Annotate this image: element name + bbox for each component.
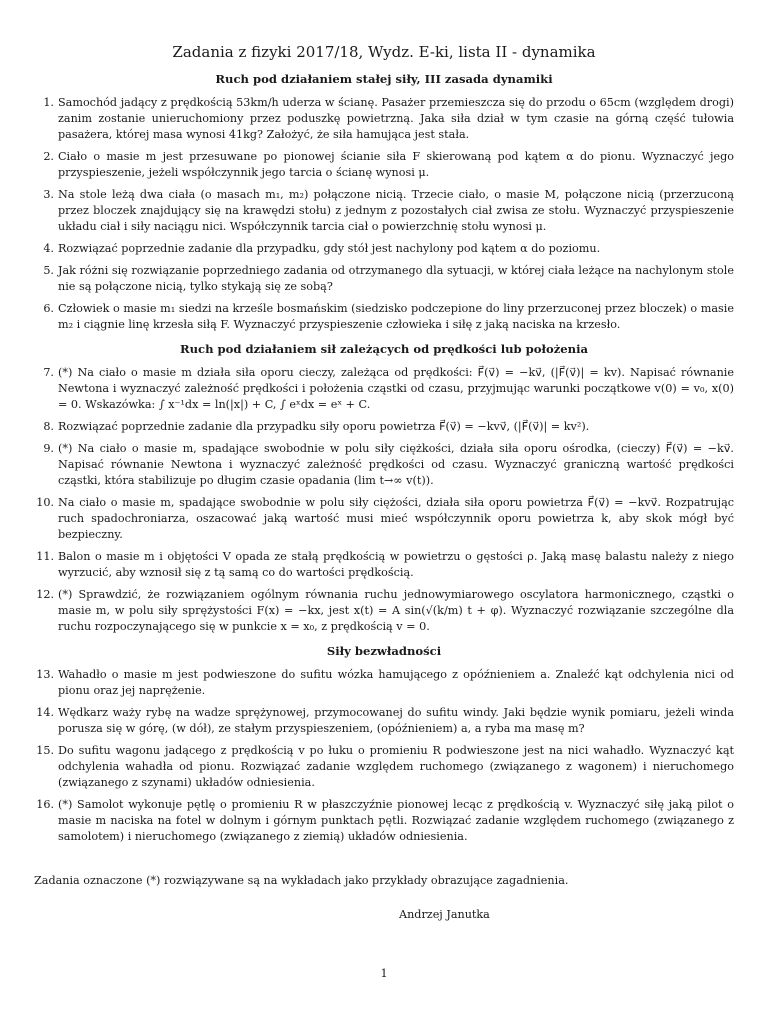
problem-text: (*) Sprawdzić, że rozwiązaniem ogólnym równania ruchu jednowymiarowego oscylatora harmonicznego, cząstki o masie m, w polu siły sprężystości F(x) = −kx, jest x(t) = A sin(√(k/m) t + φ). Wyznaczyć rozwiązanie szczególne dla ruchu rozpoczynającego się w punkcie x = x₀, z prędkością v = 0. bbox=[58, 588, 734, 633]
problem-number: 9. bbox=[43, 442, 54, 455]
problem-list bbox=[34, 667, 734, 845]
problem-item bbox=[34, 263, 734, 295]
problem-item bbox=[34, 495, 734, 543]
problem-item bbox=[34, 797, 734, 845]
problem-item bbox=[34, 187, 734, 235]
problem-text: (*) Samolot wykonuje pętlę o promieniu R w płaszczyźnie pionowej lecąc z prędkością v. Wyznaczyć siłę jaką pilot o masie m naciska na fotel w dolnym i górnym punktach pętli. Rozwiązać zadanie względem ruchomego (związanego z samolotem) i nieruchomego (związanego z ziemią) układów odniesienia. bbox=[58, 798, 734, 843]
problem-item bbox=[34, 667, 734, 699]
problem-text: Rozwiązać poprzednie zadanie dla przypadku siły oporu powietrza F⃗(v⃗) = −kvv⃗, (|F⃗(v⃗)| = kv²). bbox=[58, 420, 590, 433]
problem-list bbox=[34, 365, 734, 635]
problem-item bbox=[34, 441, 734, 489]
problem-text: Człowiek o masie m₁ siedzi na krześle bosmańskim (siedzisko podczepione do liny przerzuconej przez bloczek) o masie m₂ i ciągnie linę krzesła siłą F. Wyznaczyć przyspieszenie człowieka i siłę z jaką naciska na krzesło. bbox=[58, 302, 734, 331]
problem-number: 3. bbox=[43, 188, 54, 201]
footnote: Zadania oznaczone (*) rozwiązywane są na wykładach jako przykłady obrazujące zagadnienia. bbox=[34, 874, 569, 887]
problem-number: 12. bbox=[36, 588, 54, 601]
problem-number: 15. bbox=[36, 744, 54, 757]
problem-text: Jak różni się rozwiązanie poprzedniego zadania od otrzymanego dla sytuacji, w której ciała leżące na nachylonym stole nie są połączone nicią, tylko stykają się ze sobą? bbox=[58, 264, 734, 293]
problem-number: 4. bbox=[43, 242, 54, 255]
problem-text: Do sufitu wagonu jadącego z prędkością v po łuku o promieniu R podwieszone jest na nici wahadło. Wyznaczyć kąt odchylenia wahadła od pionu. Rozwiązać zadanie względem ruchomego (związanego z wagonem) i nieruchomego (związanego z szynami) układów odniesienia. bbox=[58, 744, 734, 789]
page-number: 1 bbox=[380, 967, 388, 980]
problem-item bbox=[34, 365, 734, 413]
author-name: Andrzej Janutka bbox=[399, 908, 490, 921]
problem-item bbox=[34, 549, 734, 581]
problem-number: 11. bbox=[36, 550, 54, 563]
problem-text: Ciało o masie m jest przesuwane po pionowej ścianie siła F skierowaną pod kątem α do pionu. Wyznaczyć jego przyspieszenie, jeżeli współczynnik jego tarcia o ścianę wynosi μ. bbox=[58, 150, 734, 179]
problem-number: 10. bbox=[36, 496, 54, 509]
problem-item bbox=[34, 705, 734, 737]
problem-number: 1. bbox=[43, 96, 54, 109]
problem-text: Wędkarz waży rybę na wadze sprężynowej, przymocowanej do sufitu windy. Jaki będzie wynik pomiaru, jeżeli winda porusza się w górę, (w dół), ze stałym przyspieszeniem, (opóźnieniem) a, a ryba ma masę m? bbox=[58, 706, 734, 735]
problem-item bbox=[34, 587, 734, 635]
problem-item bbox=[34, 95, 734, 143]
problem-text: (*) Na ciało o masie m, spadające swobodnie w polu siły ciężkości, działa siła oporu ośrodka, (cieczy) F⃗(v⃗) = −kv⃗. Napisać równanie Newtona i wyznaczyć zależność prędkości od czasu. Wyznaczyć graniczną wartość prędkości cząstki, która stabilizuje po długim czasie opadania (lim t→∞ v(t)). bbox=[58, 442, 734, 487]
problem-text: Balon o masie m i objętości V opada ze stałą prędkością w powietrzu o gęstości ρ. Jaką masę balastu należy z niego wyrzucić, aby wznosił się z tą samą co do wartości prędkością. bbox=[58, 550, 734, 579]
problem-item bbox=[34, 241, 734, 257]
section-velocity-dependent-forces bbox=[34, 341, 734, 635]
section-inertial-forces bbox=[34, 643, 734, 845]
problem-number: 2. bbox=[43, 150, 54, 163]
problem-item bbox=[34, 149, 734, 181]
problem-number: 13. bbox=[36, 668, 54, 681]
problem-number: 14. bbox=[36, 706, 54, 719]
section-heading: Ruch pod działaniem stałej siły, III zasada dynamiki bbox=[215, 72, 553, 86]
problem-text: Wahadło o masie m jest podwieszone do sufitu wózka hamującego z opóźnieniem a. Znaleźć kąt odchylenia nici od pionu oraz jej naprężenie. bbox=[58, 668, 734, 697]
problem-text: Na stole leżą dwa ciała (o masach m₁, m₂) połączone nicią. Trzecie ciało, o masie M, połączone nicią (przerzuconą przez bloczek znajdujący się na krawędzi stołu) z jednym z pozostałych ciał zwisa ze stołu. Wyznaczyć przyspieszenie układu ciał i siły naciągu nici. Współczynnik tarcia ciał o powierzchnię stołu wynosi μ. bbox=[58, 188, 734, 233]
section-constant-force bbox=[34, 71, 734, 333]
problem-list bbox=[34, 95, 734, 333]
problem-text: (*) Na ciało o masie m działa siła oporu cieczy, zależąca od prędkości: F⃗(v⃗) = −kv⃗, (|F⃗(v⃗)| = kv). Napisać równanie Newtona i wyznaczyć zależność prędkości i położenia cząstki od czasu, przyjmując warunki początkowe v(0) = v₀, x(0) = 0. Wskazówka: ∫ x⁻¹dx = ln(|x|) + C, ∫ eˣdx = eˣ + C. bbox=[58, 366, 734, 411]
problem-text: Samochód jadący z prędkością 53km/h uderza w ścianę. Pasażer przemieszcza się do przodu o 65cm (względem drogi) zanim zostanie unieruchomiony przez poduszkę powietrzną. Jaka siła dział w tym czasie na górną część tułowia pasażera, której masa wynosi 41kg? Założyć, że siła hamująca jest stała. bbox=[58, 96, 734, 141]
section-heading: Ruch pod działaniem sił zależących od prędkości lub położenia bbox=[179, 342, 589, 356]
problem-number: 8. bbox=[43, 420, 54, 433]
problem-item bbox=[34, 301, 734, 333]
page-title: Zadania z fizyki 2017/18, Wydz. E-ki, lista II - dynamika bbox=[172, 43, 596, 61]
problem-item bbox=[34, 743, 734, 791]
problem-text: Rozwiązać poprzednie zadanie dla przypadku, gdy stół jest nachylony pod kątem α do poziomu. bbox=[58, 242, 601, 255]
problem-number: 16. bbox=[36, 798, 54, 811]
section-heading: Siły bezwładności bbox=[326, 644, 442, 658]
problem-number: 7. bbox=[43, 366, 54, 379]
problem-number: 6. bbox=[43, 302, 54, 315]
problem-text: Na ciało o masie m, spadające swobodnie w polu siły ciężości, działa siła oporu powietrza F⃗(v⃗) = −kvv⃗. Rozpatrując ruch spadochroniarza, oszacować jaką wartość musi mieć współczynnik oporu powietrza k, aby skok mógł być bezpieczny. bbox=[58, 496, 734, 541]
problem-number: 5. bbox=[43, 264, 54, 277]
problem-item bbox=[34, 419, 734, 435]
